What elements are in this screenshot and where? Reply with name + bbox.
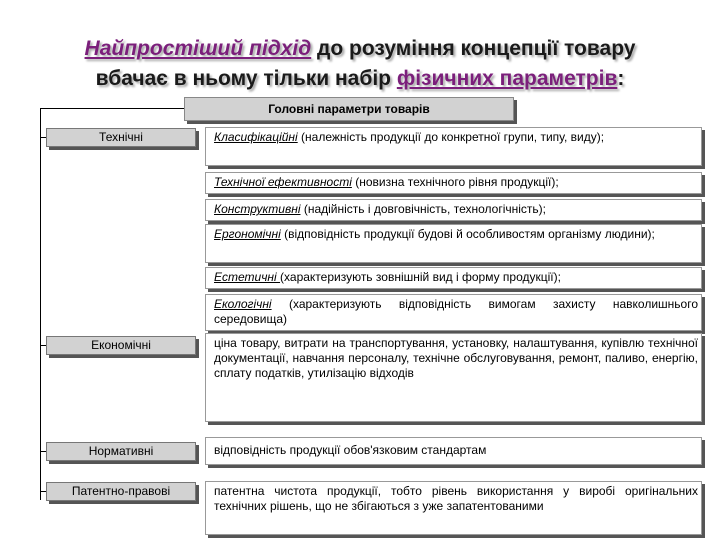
slide-title: [20, 34, 700, 94]
title-text-2: вбачає в ньому тільки набір: [95, 67, 397, 90]
category-technical: [46, 128, 196, 147]
category-economic: [46, 336, 196, 355]
main-parameters-header: Головні параметри товарів: [184, 97, 514, 121]
title-text-1: до розуміння концепції товару: [311, 37, 636, 60]
connector-vertical: [40, 108, 41, 500]
title-line-2: [20, 64, 700, 94]
category-patent: [46, 482, 196, 501]
category-normative-label: Нормативні: [88, 444, 154, 458]
connector-top: [40, 108, 184, 109]
economic-text: ціна товару, витрати на транспортування, установку, налаштування, купівлю технічної документації, навчання персоналу, технічне обслуговування, ремонт, паливо, енергію, сплату податків, утилізацію відходів: [214, 336, 698, 380]
title-highlight-approach: Найпростіший підхід: [84, 37, 312, 60]
normative-text: відповідність продукції обов'язковим стандартам: [214, 443, 487, 457]
title-text-3: :: [617, 67, 625, 90]
title-highlight-parameters: фізичних параметрів: [396, 67, 618, 90]
technical-item-constructive: Конструктивні (надійність і довговічність, технологічність);: [214, 202, 547, 216]
patent-text: патентна чистота продукції, тобто рівень використання у виробі оригінальних технічних рішень, що не збігаються з уже запатентованими: [214, 484, 698, 513]
technical-item-aesthetic: Естетичні (характеризують зовнішній вид і форму продукції);: [214, 270, 561, 284]
category-economic-label: Економічні: [91, 338, 151, 352]
category-normative: [46, 442, 196, 461]
title-line-1: [20, 34, 700, 64]
technical-item-ecological: Екологічні (характеризують відповідність вимогам захисту навколишнього середовища): [214, 297, 698, 326]
technical-item-efficiency: Технічної ефективності (новизна технічного рівня продукції);: [214, 175, 559, 189]
category-technical-label: Технічні: [99, 130, 143, 144]
technical-item-classification: Класифікаційні (належність продукції до конкретної групи, типу, виду);: [214, 130, 605, 144]
technical-item-ergonomic: Ергономічні (відповідність продукції будові й особливостям організму людини);: [214, 227, 655, 241]
category-patent-label: Патентно-правові: [71, 484, 171, 498]
